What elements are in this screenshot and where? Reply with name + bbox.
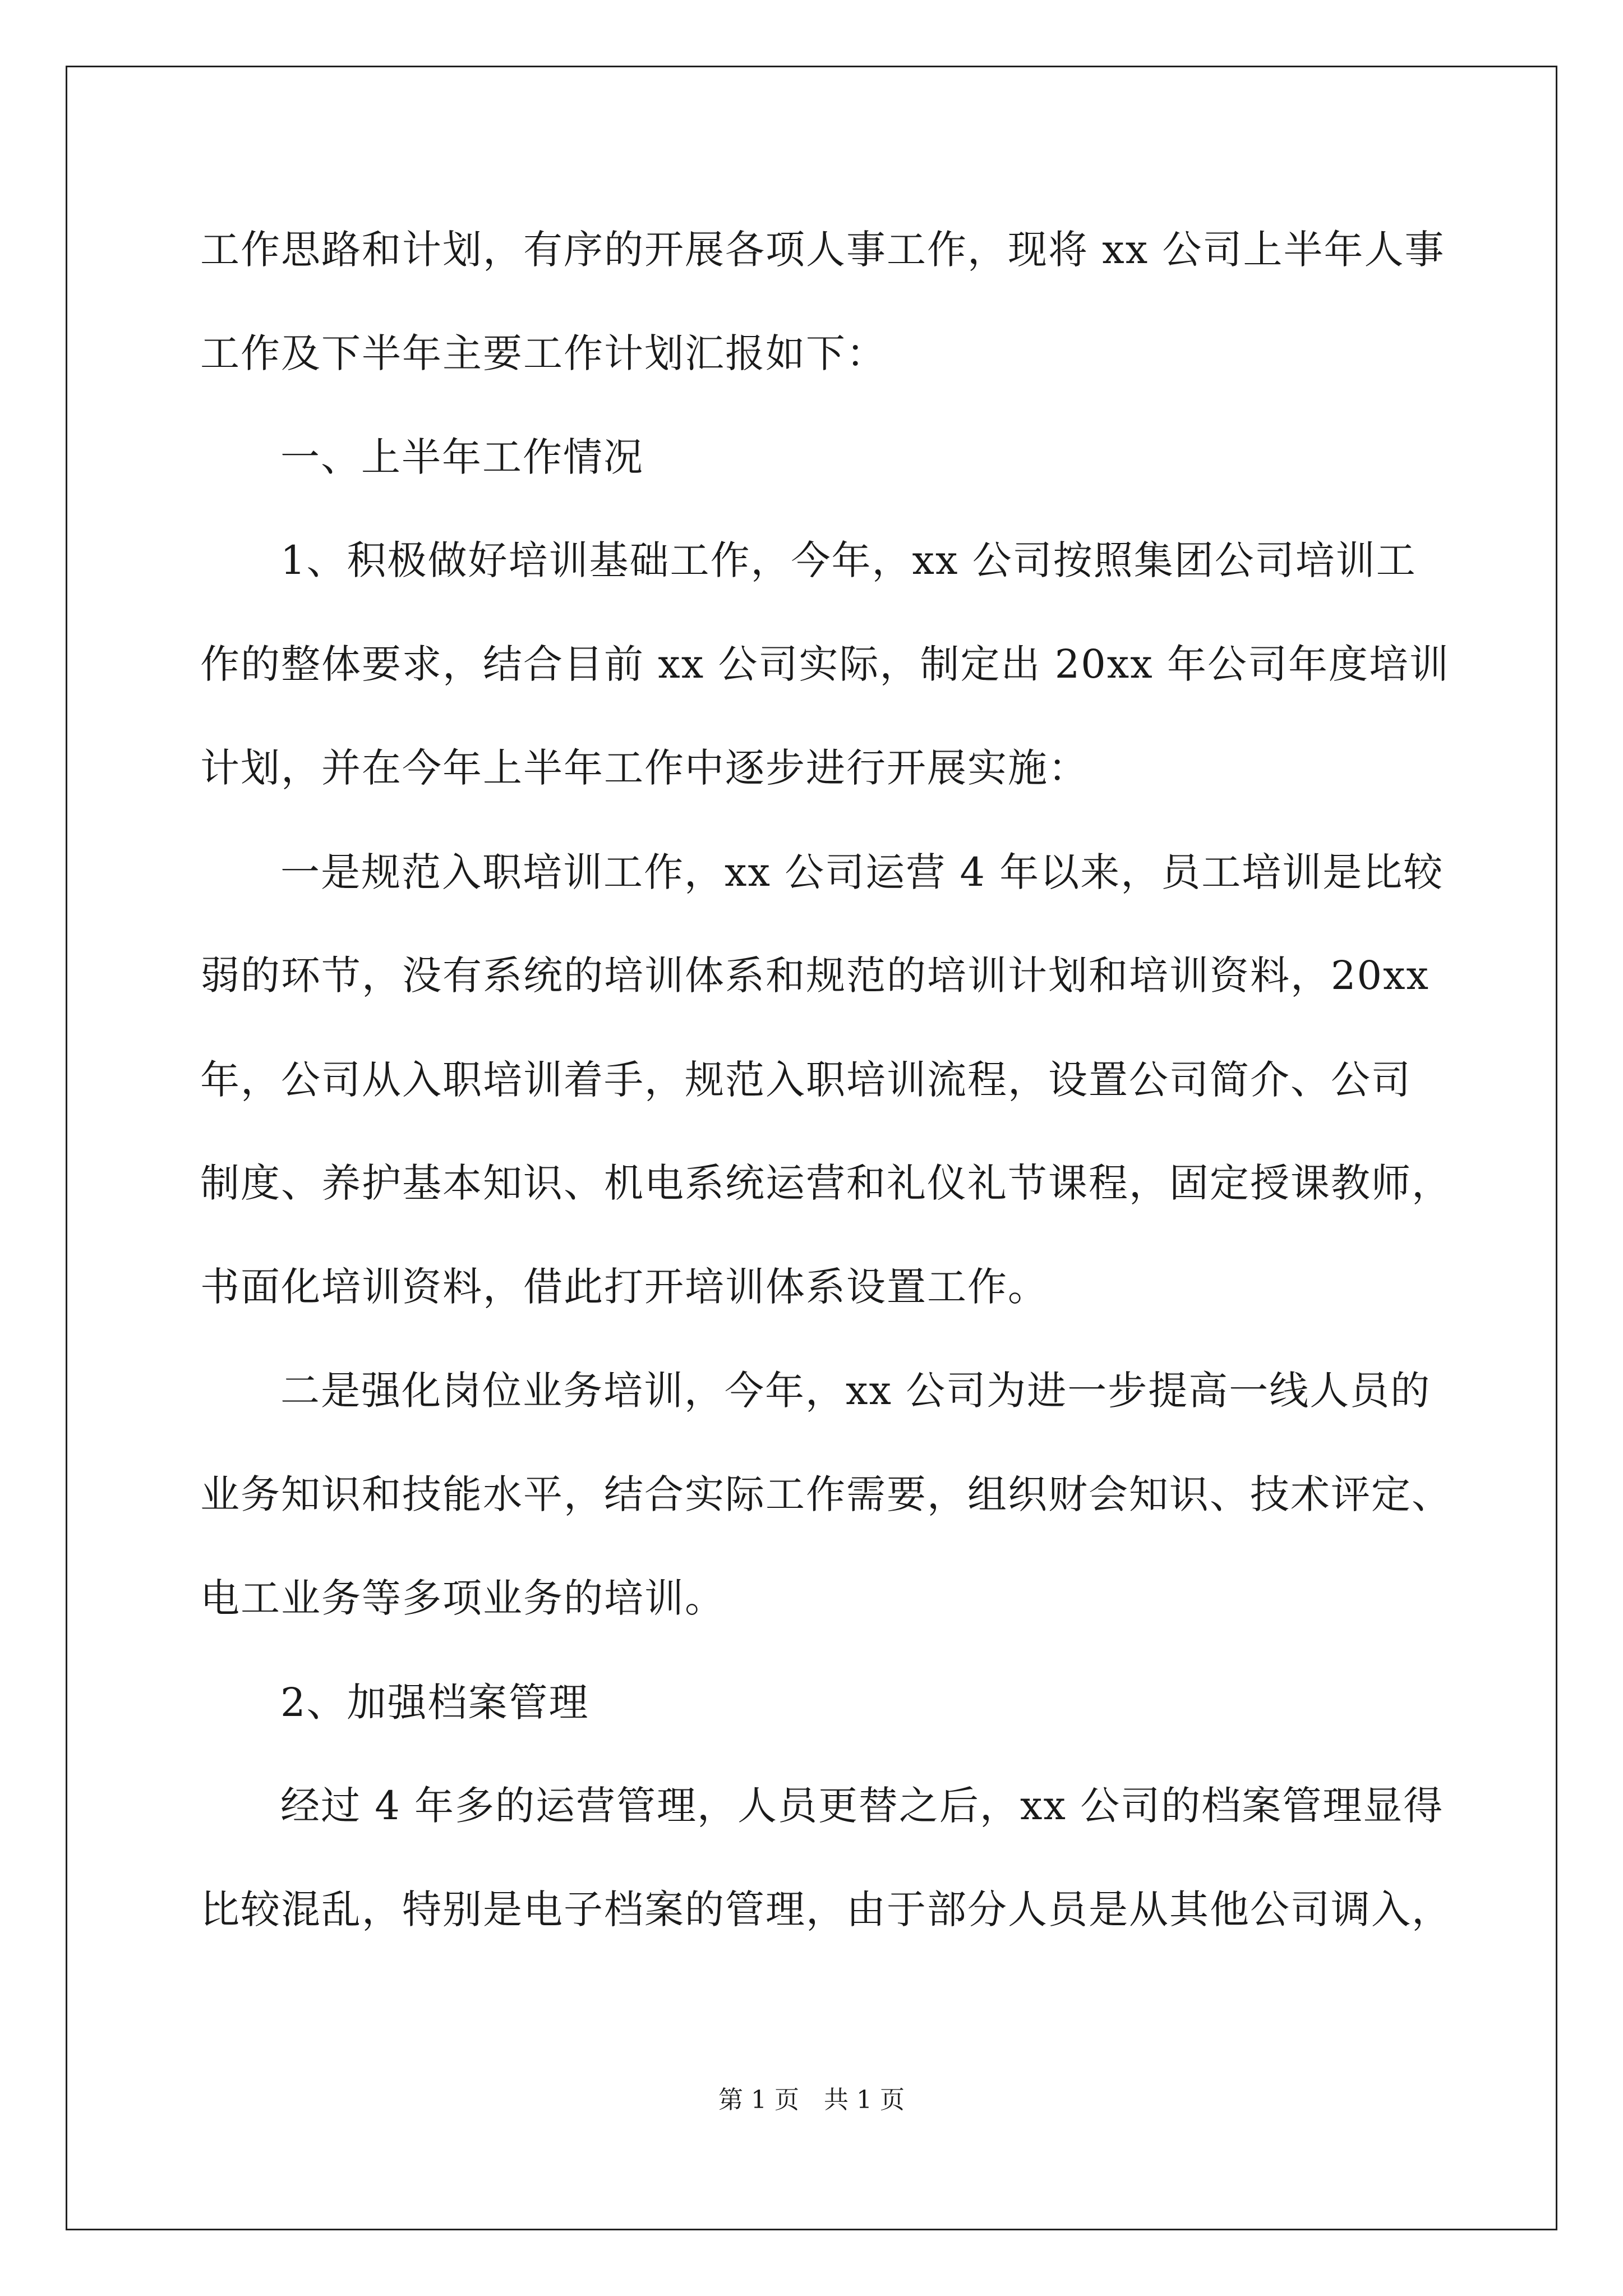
text-line: 工作及下半年主要工作计划汇报如下： — [200, 330, 887, 376]
text-line: 工作思路和计划，有序的开展各项人事工作，现将 xx 公司上半年人事 — [200, 227, 1445, 273]
text-line: 经过 4 年多的运营管理，人员更替之后，xx 公司的档案管理显得 — [280, 1783, 1444, 1829]
text-line: 比较混乱，特别是电子档案的管理，由于部分人员是从其他公司调入， — [200, 1887, 1452, 1932]
text-line: 年，公司从入职培训着手，规范入职培训流程，设置公司简介、公司 — [200, 1057, 1412, 1103]
section-heading: 2、加强档案管理 — [280, 1680, 589, 1726]
text-line: 制度、养护基本知识、机电系统运营和礼仪礼节课程，固定授课教师， — [200, 1160, 1452, 1206]
text-line: 计划，并在今年上半年工作中逐步进行开展实施： — [200, 745, 1089, 791]
text-line: 二是强化岗位业务培训，今年，xx 公司为进一步提高一线人员的 — [280, 1368, 1431, 1414]
text-line: 作的整体要求，结合目前 xx 公司实际，制定出 20xx 年公司年度培训 — [200, 641, 1450, 687]
text-line: 电工业务等多项业务的培训。 — [200, 1575, 725, 1621]
text-line: 业务知识和技能水平，结合实际工作需要，组织财会知识、技术评定、 — [200, 1471, 1452, 1517]
text-line: 1、积极做好培训基础工作，今年，xx 公司按照集团公司培训工 — [280, 537, 1417, 583]
page-number-footer: 第 1 页 共 1 页 — [718, 2086, 905, 2114]
text-line: 一是规范入职培训工作，xx 公司运营 4 年以来，员工培训是比较 — [280, 849, 1444, 895]
section-heading: 一、上半年工作情况 — [280, 434, 644, 480]
text-line: 书面化培训资料，借此打开培训体系设置工作。 — [200, 1264, 1048, 1310]
text-line: 弱的环节，没有系统的培训体系和规范的培训计划和培训资料，20xx — [200, 953, 1430, 999]
